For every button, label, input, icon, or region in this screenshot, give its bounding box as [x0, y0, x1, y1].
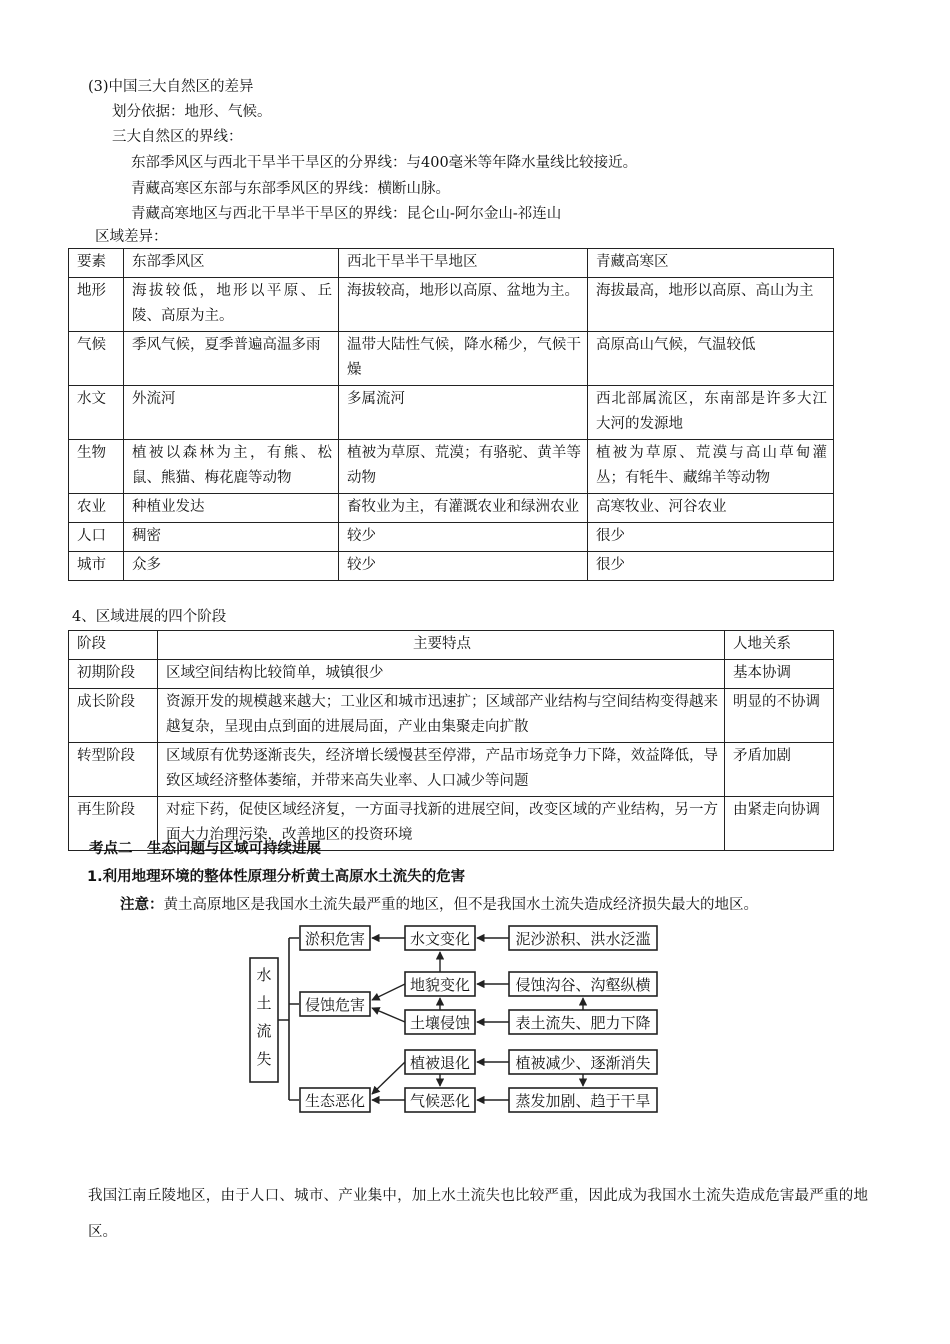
- table-cell: 对症下药，促使区域经济复，一方面寻找新的进展空间，改变区域的产业结构，另一方面大力治理污染，改善地区的投资环境: [158, 797, 725, 851]
- development-stage-table: [68, 630, 834, 851]
- table-row: [69, 523, 834, 552]
- header-cell: 阶段: [69, 631, 158, 660]
- row-label: 气候: [69, 332, 124, 386]
- table-cell: 由紧走向协调: [725, 797, 834, 851]
- table-cell: 基本协调: [725, 660, 834, 689]
- change-label: 气候恶化: [409, 1092, 471, 1110]
- table-cell: 高寒牧业、河谷农业: [588, 494, 834, 523]
- row-label: 城市: [69, 552, 124, 581]
- header-cell: 西北干旱半干旱地区: [339, 249, 588, 278]
- harm-label: 侵蚀危害: [304, 996, 366, 1014]
- region-diff-heading: 区域差异：: [95, 229, 168, 245]
- boundary-line-1: 东部季风区与西北干旱半干旱区的分界线：与400毫米等年降水量线比较接近。: [131, 155, 638, 171]
- table-row: [69, 278, 834, 332]
- result-label: 表土流失、肥力下降: [515, 1014, 651, 1032]
- table-cell: 植被为草原、荒漠与高山草甸灌丛；有牦牛、藏绵羊等动物: [588, 440, 834, 494]
- note-line: [120, 894, 758, 916]
- boundaries-heading: 三大自然区的界线：: [112, 129, 243, 145]
- root-bracket: [278, 938, 299, 1100]
- result-label: 侵蚀沟谷、沟壑纵横: [515, 976, 651, 994]
- root-char: 土: [256, 994, 272, 1012]
- table-cell: 明显的不协调: [725, 689, 834, 743]
- table-row: [69, 552, 834, 581]
- row-label: 成长阶段: [69, 689, 158, 743]
- row-label: 农业: [69, 494, 124, 523]
- table-cell: 植被以森林为主，有熊、松鼠、熊猫、梅花鹿等动物: [124, 440, 339, 494]
- table-row: [69, 743, 834, 797]
- result-label: 泥沙淤积、洪水泛滥: [515, 930, 651, 948]
- harm-label: 淤积危害: [304, 930, 366, 948]
- table-cell: 区域原有优势逐渐丧失，经济增长缓慢甚至停滞，产品市场竞争力下降，效益降低，导致区域经济整体萎缩，并带来高失业率、人口减少等问题: [158, 743, 725, 797]
- table-cell: 较少: [339, 523, 588, 552]
- closing-paragraph: 我国江南丘陵地区，由于人口、城市、产业集中，加上水土流失也比较严重，因此成为我国水土流失造成危害最严重的地区。: [88, 1188, 868, 1240]
- section-title: (3)中国三大自然区的差异: [88, 79, 254, 95]
- row-label: 人口: [69, 523, 124, 552]
- exam-point-heading: 考点二 生态问题与区域可持续进展: [89, 841, 321, 857]
- table-row: [69, 440, 834, 494]
- table-cell: 外流河: [124, 386, 339, 440]
- change-label: 地貌变化: [409, 976, 471, 994]
- table-cell: 多属流河: [339, 386, 588, 440]
- topic-heading: 1.利用地理环境的整体性原理分析黄土高原水土流失的危害: [87, 869, 466, 885]
- change-label: 土壤侵蚀: [409, 1014, 471, 1032]
- note-label: 注意：: [120, 897, 164, 913]
- table-cell: 区域空间结构比较简单，城镇很少: [158, 660, 725, 689]
- table-row: [69, 332, 834, 386]
- table-row: [69, 386, 834, 440]
- arrow: [372, 1062, 405, 1094]
- root-char: 水: [256, 966, 272, 984]
- table-cell: 海拔较低，地形以平原、丘陵、高原为主。: [124, 278, 339, 332]
- table-cell: 植被为草原、荒漠；有骆驼、黄羊等动物: [339, 440, 588, 494]
- table-cell: 很少: [588, 552, 834, 581]
- row-label: 转型阶段: [69, 743, 158, 797]
- row-label: 水文: [69, 386, 124, 440]
- change-label: 植被退化: [409, 1054, 471, 1072]
- table-header-row: [69, 631, 834, 660]
- arrow: [372, 984, 405, 1000]
- header-cell: 东部季风区: [124, 249, 339, 278]
- boundary-line-2: 青藏高寒区东部与东部季风区的界线：横断山脉。: [131, 181, 450, 197]
- arrow: [372, 1008, 405, 1022]
- table-cell: 温带大陆性气候，降水稀少，气候干燥: [339, 332, 588, 386]
- row-label: 生物: [69, 440, 124, 494]
- table-cell: 畜牧业为主，有灌溉农业和绿洲农业: [339, 494, 588, 523]
- table-header-row: [69, 249, 834, 278]
- table-cell: 很少: [588, 523, 834, 552]
- change-label: 水文变化: [409, 930, 471, 948]
- header-cell: 主要特点: [158, 631, 725, 660]
- table-cell: 种植业发达: [124, 494, 339, 523]
- row-label: 再生阶段: [69, 797, 158, 851]
- table-cell: 海拔较高，地形以高原、盆地为主。: [339, 278, 588, 332]
- header-cell: 人地关系: [725, 631, 834, 660]
- root-char: 失: [256, 1050, 272, 1068]
- note-text: 黄土高原地区是我国水土流失最严重的地区，但不是我国水土流失造成经济损失最大的地区。: [163, 897, 758, 913]
- table-cell: 资源开发的规模越来越大；工业区和城市迅速扩；区域部产业结构与空间结构变得越来越复杂，呈现由点到面的进展局面，产业由集聚走向扩散: [158, 689, 725, 743]
- boundary-line-3: 青藏高寒地区与西北干旱半干旱区的界线：昆仑山-阿尔金山-祁连山: [131, 206, 562, 222]
- table-cell: 海拔最高，地形以高原、高山为主: [588, 278, 834, 332]
- table-cell: 季风气候，夏季普遍高温多雨: [124, 332, 339, 386]
- table-cell: 较少: [339, 552, 588, 581]
- harm-label: 生态恶化: [304, 1092, 366, 1110]
- table-cell: 矛盾加剧: [725, 743, 834, 797]
- result-label: 植被减少、逐渐消失: [515, 1054, 651, 1072]
- row-label: 地形: [69, 278, 124, 332]
- header-cell: 青藏高寒区: [588, 249, 834, 278]
- section-title: 4、区域进展的四个阶段: [72, 609, 227, 625]
- table-row: [69, 660, 834, 689]
- table-cell: 稠密: [124, 523, 339, 552]
- table-cell: 西北部属流区，东南部是许多大江大河的发源地: [588, 386, 834, 440]
- header-cell: 要素: [69, 249, 124, 278]
- result-label: 蒸发加剧、趋于干旱: [515, 1092, 651, 1110]
- root-char: 流: [256, 1022, 272, 1040]
- table-row: [69, 689, 834, 743]
- row-label: 初期阶段: [69, 660, 158, 689]
- soil-erosion-flow-diagram: [247, 920, 667, 1120]
- division-basis: 划分依据：地形、气候。: [112, 104, 272, 120]
- table-cell: 高原高山气候，气温较低: [588, 332, 834, 386]
- table-row: [69, 494, 834, 523]
- region-comparison-table: [68, 248, 834, 581]
- table-cell: 众多: [124, 552, 339, 581]
